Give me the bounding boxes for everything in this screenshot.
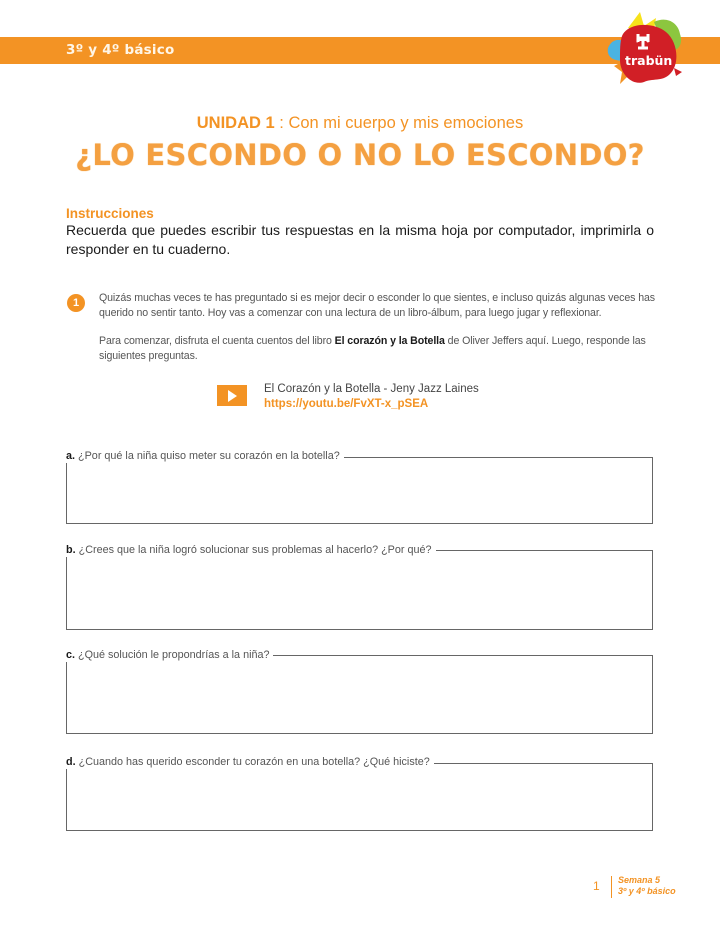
footer-info: [618, 875, 676, 897]
video-play-button[interactable]: [217, 385, 247, 406]
instructions-text: Recuerda que puedes escribir tus respuestas en la misma hoja por computador, imprimirla o responder en tu cuaderno.: [66, 222, 654, 257]
unit-title: [0, 114, 720, 133]
play-icon: [227, 390, 237, 402]
book-title: El corazón y la Botella: [334, 335, 445, 347]
question-a-label: [66, 450, 344, 463]
footer-divider: [611, 876, 612, 898]
question-d-label: [66, 756, 434, 769]
video-title: El Corazón y la Botella - Jeny Jazz Laines: [264, 383, 479, 395]
unit-name: : Con mi cuerpo y mis emociones: [274, 114, 524, 132]
answer-box-b[interactable]: [66, 550, 653, 630]
instructions-heading: Instrucciones: [66, 206, 154, 221]
question-c-label: [66, 649, 273, 662]
question-letter: d.: [66, 756, 76, 768]
question-text: ¿Cuando has querido esconder tu corazón en una botella? ¿Qué hiciste?: [75, 756, 430, 768]
question-letter: c.: [66, 649, 76, 661]
activity-instruction-paragraph: [99, 334, 655, 364]
unit-number: UNIDAD 1: [196, 114, 275, 132]
trabun-logo: [598, 8, 690, 88]
svg-text:trabün: trabün: [625, 53, 673, 68]
grade-label: 3º y 4º básico: [66, 42, 175, 58]
week-label: Semana 5: [618, 875, 661, 885]
page-title: ¿LO ESCONDO O NO LO ESCONDO?: [75, 138, 645, 172]
paragraph-text: Para comenzar, disfruta el cuenta cuentos del libro: [99, 335, 335, 347]
footer-grade-label: 3º y 4º básico: [618, 886, 676, 896]
svg-text:ꟷ: ꟷ: [636, 31, 650, 50]
question-text: ¿Crees que la niña logró solucionar sus problemas al hacerlo? ¿Por qué?: [75, 544, 432, 556]
question-text: ¿Qué solución le propondrías a la niña?: [75, 649, 270, 661]
answer-box-a[interactable]: [66, 457, 653, 524]
paragraph-text: de Oliver Jeffers aquí. Luego, responde las siguientes preguntas.: [99, 335, 646, 362]
logo-splash-icon: [598, 8, 690, 88]
answer-box-d[interactable]: [66, 763, 653, 831]
question-letter: b.: [66, 544, 76, 556]
question-b-label: [66, 544, 436, 557]
question-letter: a.: [66, 450, 76, 462]
video-link[interactable]: https://youtu.be/FvXT-x_pSEA: [264, 398, 429, 410]
answer-box-c[interactable]: [66, 655, 653, 734]
activity-intro-paragraph: Quizás muchas veces te has preguntado si es mejor decir o esconder lo que sientes, e incluso quizás algunas veces has querido no sentir tanto. Hoy vas a comenzar con una lectura de un libro-álbum, para luego jugar y reflexionar.: [99, 292, 655, 319]
page-number: 1: [593, 879, 600, 893]
activity-number-badge: 1: [67, 294, 85, 312]
question-text: ¿Por qué la niña quiso meter su corazón en la botella?: [75, 450, 340, 462]
